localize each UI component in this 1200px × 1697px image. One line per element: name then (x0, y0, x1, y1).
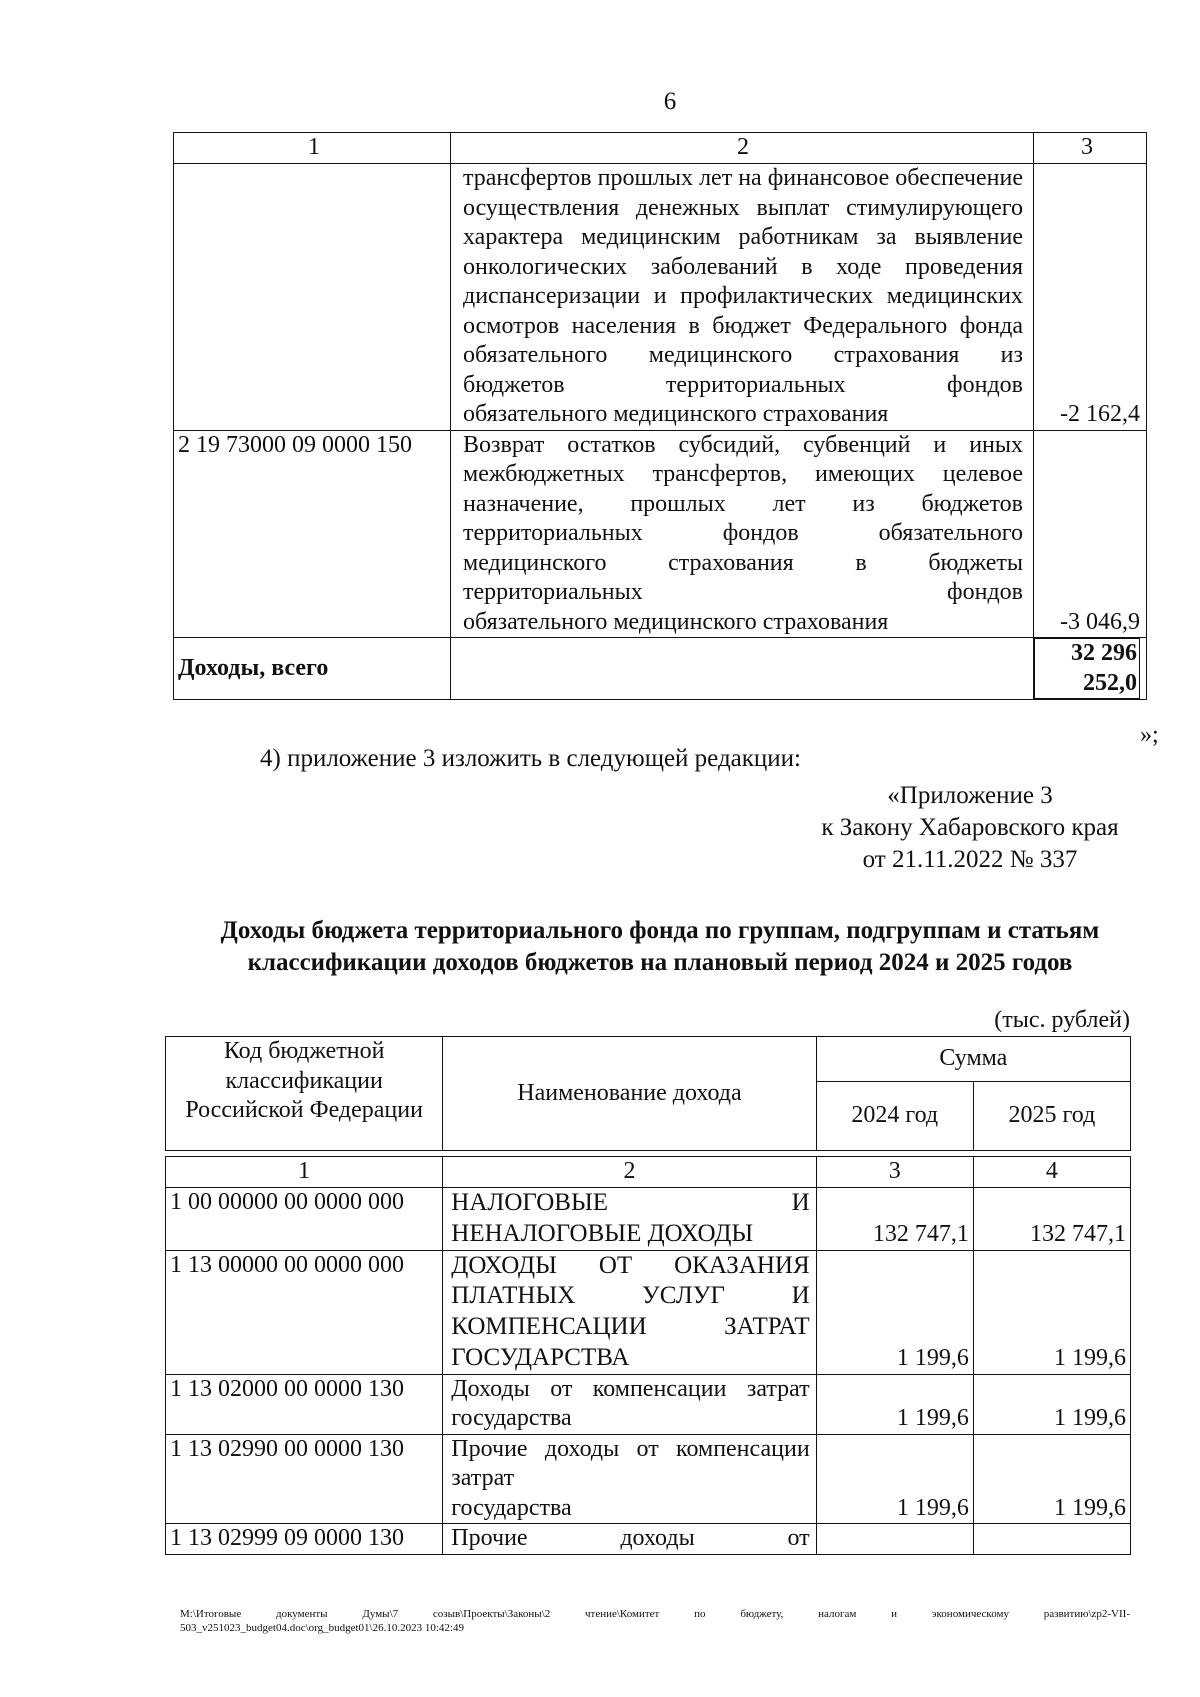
footer-line: M:\Итоговые документы Думы\7 созыв\Проекты\Законы\2 чтение\Комитет по бюджету, налогам и экономическому развитию\zp2-VII- (180, 1608, 1130, 1620)
text-line: государства (451, 1405, 572, 1432)
table-row (174, 164, 1147, 431)
amount-2024: 1 199,6 (816, 1374, 973, 1434)
income-table-continuation (173, 132, 1147, 700)
closing-quote: »; (1140, 722, 1159, 748)
text-line: онкологических заболеваний в ходе (463, 253, 882, 280)
income-name: Прочие доходы от (443, 1524, 816, 1555)
column-number: 3 (816, 1157, 973, 1188)
amount-2024: 1 199,6 (816, 1250, 973, 1374)
header-year-2024: 2024 год (816, 1082, 973, 1151)
income-name (443, 1188, 816, 1251)
empty-cell (451, 638, 1034, 700)
units-label: (тыс. рублей) (994, 1007, 1130, 1033)
appendix-line: от 21.11.2022 № 337 (862, 846, 1078, 873)
text-line: Возврат остатков субсидий, субвенций и (463, 431, 947, 458)
table-row (166, 1524, 1131, 1555)
budget-code: 1 13 00000 00 0000 000 (166, 1250, 443, 1374)
table-header-row (166, 1037, 1131, 1082)
table-row (166, 1434, 1131, 1524)
text-line: обязательного медицинского страхования в (463, 520, 1023, 576)
amount-2024: 132 747,1 (816, 1188, 973, 1251)
income-name (443, 1434, 816, 1524)
text-line: КОМПЕНСАЦИИ ЗАТРАТ (451, 1313, 810, 1340)
text-line: обязательного медицинского страхования (463, 401, 889, 428)
page-number: 6 (663, 88, 677, 115)
header-code: Код бюджетной классификации Российской Федерации (166, 1037, 443, 1151)
text-line: государства (451, 1494, 572, 1521)
table-row (174, 430, 1147, 638)
income-plan-table (165, 1036, 1131, 1555)
income-name (451, 164, 1034, 431)
table-header-row (174, 133, 1147, 164)
amount-2025: 132 747,1 (973, 1188, 1130, 1251)
text-line: НЕНАЛОГОВЫЕ ДОХОДЫ (451, 1219, 754, 1247)
header-year-2025: 2025 год (973, 1082, 1130, 1151)
text-line: бюджеты территориальных фондов (463, 549, 1023, 606)
title-line: классификации доходов бюджетов на плановый период 2024 и 2025 годов (247, 949, 1073, 976)
appendix-header (800, 780, 1140, 876)
amount: -3 046,9 (1034, 430, 1147, 638)
appendix-line: к Закону Хабаровского края (821, 814, 1119, 841)
text-line: целевое назначение, прошлых лет из (463, 461, 1023, 517)
text-line: бюджетов территориальных фондов (463, 490, 1023, 547)
column-number: 4 (973, 1157, 1130, 1188)
total-amount-cell (1034, 638, 1147, 700)
text-line: ДОХОДЫ ОТ ОКАЗАНИЯ (451, 1251, 810, 1279)
text-line: обеспечение осуществления денежных (463, 165, 1023, 221)
budget-code (174, 164, 451, 431)
text-line: бюджетов территориальных фондов (463, 371, 1023, 398)
text-line: обязательного медицинского страхования (463, 608, 889, 635)
amount-2025 (973, 1524, 1130, 1555)
total-amount: 32 296 252,0 (1034, 638, 1140, 699)
income-name (443, 1374, 816, 1434)
income-name (443, 1250, 816, 1374)
text-line: трансфертов прошлых лет на финансовое (463, 165, 890, 191)
header-name: Наименование дохода (443, 1037, 816, 1151)
title-line: Доходы бюджета территориального фонда по группам, подгруппам и статьям (220, 917, 1100, 944)
column-number: 2 (443, 1157, 816, 1188)
text-line: профилактических медицинских осмотров (463, 283, 1024, 339)
text-line: населения в бюджет Федерального фонда (571, 312, 1023, 339)
file-path-footer (180, 1607, 1130, 1636)
column-number: 1 (166, 1157, 443, 1188)
amount-2025: 1 199,6 (973, 1374, 1130, 1434)
instruction-text: 4) приложение 3 изложить в следующей редакции: (260, 745, 801, 772)
appendix-line: «Приложение 3 (887, 782, 1053, 809)
text-line: ГОСУДАРСТВА (451, 1343, 630, 1371)
budget-code: 1 00 00000 00 0000 000 (166, 1188, 443, 1251)
total-row (174, 638, 1147, 700)
budget-code: 1 13 02999 09 0000 130 (166, 1524, 443, 1555)
text-line: проведения диспансеризации и (463, 253, 1023, 310)
text-line: Доходы от компенсации затрат (451, 1375, 810, 1402)
amount-2025: 1 199,6 (973, 1250, 1130, 1374)
text-line: компенсации затрат (451, 1435, 810, 1492)
text-line: Прочие доходы от (451, 1435, 659, 1462)
amount-2024 (816, 1524, 973, 1555)
budget-code: 2 19 73000 09 0000 150 (174, 430, 451, 638)
text-line: выплат стимулирующего характера (463, 194, 1023, 251)
budget-code: 1 13 02000 00 0000 130 (166, 1374, 443, 1434)
text-line: ПЛАТНЫХ УСЛУГ И (451, 1282, 810, 1310)
text-line: медицинским работникам за выявление (581, 224, 1023, 251)
text-line: НАЛОГОВЫЕ И (451, 1189, 810, 1216)
header-sum: Сумма (816, 1037, 1130, 1082)
amount-2025: 1 199,6 (973, 1434, 1130, 1524)
table-row (166, 1188, 1131, 1251)
total-label: Доходы, всего (174, 638, 451, 700)
column-number: 3 (1034, 133, 1147, 164)
budget-code: 1 13 02990 00 0000 130 (166, 1434, 443, 1524)
table-row (166, 1374, 1131, 1434)
column-number: 1 (174, 133, 451, 164)
amount-2024: 1 199,6 (816, 1434, 973, 1524)
text-line: обязательного медицинского страхования из (463, 342, 1023, 369)
table-row (166, 1250, 1131, 1374)
footer-line: 503_v251023_budget04.doc\org_budget01\26.10.2023 10:42:49 (180, 1622, 464, 1635)
document-title (190, 915, 1130, 979)
income-name (451, 430, 1034, 638)
text-line: иных межбюджетных трансфертов, имеющих (463, 431, 1023, 488)
column-number: 2 (451, 133, 1034, 164)
column-numbers-row (166, 1157, 1131, 1188)
amount: -2 162,4 (1034, 164, 1147, 431)
